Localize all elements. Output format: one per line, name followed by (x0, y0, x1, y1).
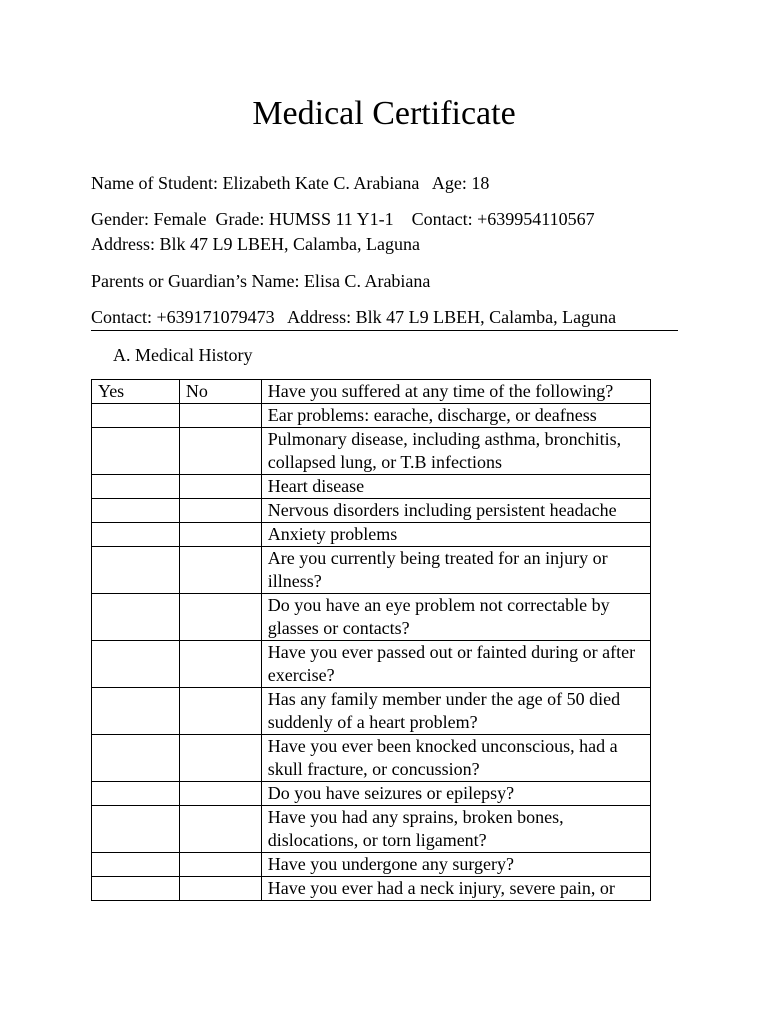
gender-grade-contact-line: Gender: Female Grade: HUMSS 11 Y1-1 Contact: +639954110567 (91, 209, 595, 229)
header-no: No (179, 380, 261, 404)
question-cell: Do you have seizures or epilepsy? (261, 782, 650, 806)
no-checkbox-cell[interactable] (179, 523, 261, 547)
yes-checkbox-cell[interactable] (92, 641, 180, 688)
no-checkbox-cell[interactable] (179, 475, 261, 499)
table-header-row (92, 380, 651, 404)
no-checkbox-cell[interactable] (179, 404, 261, 428)
question-cell: Have you ever been knocked unconscious, had a skull fracture, or concussion? (261, 735, 650, 782)
medical-history-table-body (92, 380, 651, 901)
question-cell: Has any family member under the age of 50 died suddenly of a heart problem? (261, 688, 650, 735)
question-cell: Have you ever had a neck injury, severe pain, or (261, 877, 650, 901)
yes-checkbox-cell[interactable] (92, 594, 180, 641)
table-row (92, 594, 651, 641)
table-row (92, 853, 651, 877)
table-row (92, 806, 651, 853)
question-cell: Have you undergone any surgery? (261, 853, 650, 877)
question-cell: Have you had any sprains, broken bones, dislocations, or torn ligament? (261, 806, 650, 853)
yes-checkbox-cell[interactable] (92, 499, 180, 523)
no-checkbox-cell[interactable] (179, 735, 261, 782)
header-question: Have you suffered at any time of the following? (261, 380, 650, 404)
question-cell: Have you ever passed out or fainted during or after exercise? (261, 641, 650, 688)
no-checkbox-cell[interactable] (179, 853, 261, 877)
no-checkbox-cell[interactable] (179, 428, 261, 475)
guardian-contact-address-line: Contact: +639171079473 Address: Blk 47 L9 LBEH, Calamba, Laguna (91, 307, 617, 327)
table-row (92, 523, 651, 547)
student-info-line: Name of Student: Elizabeth Kate C. Arabiana Age: 18 (91, 173, 490, 193)
yes-checkbox-cell[interactable] (92, 806, 180, 853)
no-checkbox-cell[interactable] (179, 594, 261, 641)
question-cell: Are you currently being treated for an injury or illness? (261, 547, 650, 594)
question-cell: Anxiety problems (261, 523, 650, 547)
yes-checkbox-cell[interactable] (92, 404, 180, 428)
table-row (92, 688, 651, 735)
question-cell: Ear problems: earache, discharge, or deafness (261, 404, 650, 428)
yes-checkbox-cell[interactable] (92, 853, 180, 877)
question-cell: Pulmonary disease, including asthma, bronchitis, collapsed lung, or T.B infections (261, 428, 650, 475)
yes-checkbox-cell[interactable] (92, 547, 180, 594)
no-checkbox-cell[interactable] (179, 877, 261, 901)
no-checkbox-cell[interactable] (179, 806, 261, 853)
yes-checkbox-cell[interactable] (92, 877, 180, 901)
yes-checkbox-cell[interactable] (92, 735, 180, 782)
yes-checkbox-cell[interactable] (92, 428, 180, 475)
no-checkbox-cell[interactable] (179, 547, 261, 594)
section-title-medical-history: A. Medical History (113, 345, 253, 365)
table-row (92, 735, 651, 782)
no-checkbox-cell[interactable] (179, 782, 261, 806)
table-row (92, 641, 651, 688)
yes-checkbox-cell[interactable] (92, 782, 180, 806)
table-row (92, 877, 651, 901)
table-row (92, 782, 651, 806)
header-divider (91, 330, 678, 331)
yes-checkbox-cell[interactable] (92, 688, 180, 735)
yes-checkbox-cell[interactable] (92, 523, 180, 547)
no-checkbox-cell[interactable] (179, 499, 261, 523)
header-yes: Yes (92, 380, 180, 404)
table-row (92, 547, 651, 594)
table-row (92, 428, 651, 475)
question-cell: Heart disease (261, 475, 650, 499)
question-cell: Nervous disorders including persistent headache (261, 499, 650, 523)
medical-history-table (91, 379, 651, 901)
table-row (92, 404, 651, 428)
page-title: Medical Certificate (252, 95, 516, 132)
student-address-line: Address: Blk 47 L9 LBEH, Calamba, Laguna (91, 234, 420, 254)
guardian-name-line: Parents or Guardian’s Name: Elisa C. Arabiana (91, 271, 431, 291)
table-row (92, 499, 651, 523)
yes-checkbox-cell[interactable] (92, 475, 180, 499)
question-cell: Do you have an eye problem not correctable by glasses or contacts? (261, 594, 650, 641)
no-checkbox-cell[interactable] (179, 688, 261, 735)
table-row (92, 475, 651, 499)
no-checkbox-cell[interactable] (179, 641, 261, 688)
